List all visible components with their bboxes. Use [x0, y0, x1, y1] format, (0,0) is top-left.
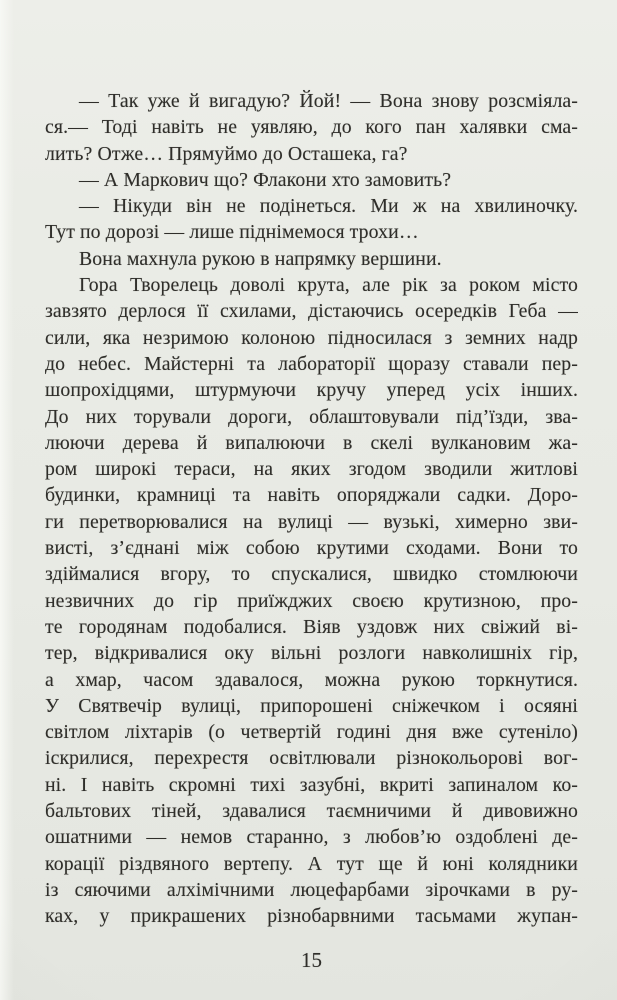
text-line: іскрилися, перехрестя освітлювали різнокольорові вог-	[45, 747, 578, 770]
page-number: 15	[301, 948, 322, 972]
text-line: будинки, крамниці та навіть опоряджали садки. Доро-	[45, 484, 578, 507]
text-line: Тут по дорозі — лише піднімемося трохи…	[45, 221, 419, 244]
text-line: ках, у прикрашених різнобарвними тасьмами жупан-	[45, 905, 578, 928]
text-line: ошатними — немов старанно, з любов’ю оздоблені де-	[45, 826, 578, 849]
text-line: завзято дерлося її схилами, дістаючись осередків Геба —	[45, 300, 578, 323]
text-line: Вона махнула рукою в напрямку вершини.	[79, 247, 442, 270]
text-line: корації різдвяного вертепу. А тут ще й юні колядники	[45, 852, 578, 875]
text-line: а хмар, часом здавалося, можна рукою торкнутися.	[45, 668, 578, 691]
text-line: До них торували дороги, облаштовували під’їзди, зва-	[45, 405, 578, 428]
body-text	[45, 88, 578, 930]
text-line: тер, відкривалися оку вільні розлоги навколишніх гір,	[45, 642, 578, 665]
text-line: У Святвечір вулиці, припорошені сніжечком і осяяні	[45, 694, 578, 717]
text-line: лить? Отже… Прямуймо до Осташека, га?	[45, 142, 408, 165]
text-line: ся.— Тоді навіть не уявляю, до кого пан халявки сма-	[45, 116, 578, 139]
text-line: люючи дерева й випалюючи в скелі вулкановим жа-	[45, 431, 578, 454]
text-line: Гора Творелець доволі крута, але рік за роком місто	[79, 274, 578, 297]
text-line: ні. І навіть скромні тихі зазубні, вкриті запиналом ко-	[45, 773, 578, 796]
text-line: світлом ліхтарів (о четвертій годині дня вже сутеніло)	[45, 721, 578, 744]
text-line: здіймалися вгору, то спускалися, швидко стомлюючи	[45, 563, 578, 586]
text-line: ги перетворювалися на вулиці — вузькі, химерно зви-	[45, 510, 578, 533]
text-line: те городянам подобалися. Віяв уздовж них свіжий ві-	[45, 615, 578, 638]
text-line: — А Маркович що? Флакони хто замовить?	[79, 168, 452, 191]
text-line: — Так уже й вигадую? Йой! — Вона знову розсміяла-	[79, 90, 578, 112]
text-line: — Нікуди він не подінеться. Ми ж на хвилиночку.	[79, 195, 578, 218]
text-line: ром широкі тераси, на яких згодом зводили житлові	[45, 458, 578, 481]
text-line: сили, яка незримою колоною підносилася з земних надр	[45, 326, 578, 349]
text-line: до небес. Майстерні та лабораторії щоразу ставали пер-	[45, 352, 578, 375]
text-line: шопрохідцями, штурмуючи кручу уперед усіх інших.	[45, 379, 578, 402]
text-line: бальтових тіней, здавалися таємничими й дивовижно	[45, 800, 578, 823]
text-line: висті, з’єднані між собою крутими сходами. Вони то	[45, 537, 578, 560]
text-line: незвичних до гір приїжджих своєю крутизною, про-	[45, 589, 578, 612]
text-line: із сяючими алхімічними люцефарбами зірочками в ру-	[45, 878, 578, 901]
